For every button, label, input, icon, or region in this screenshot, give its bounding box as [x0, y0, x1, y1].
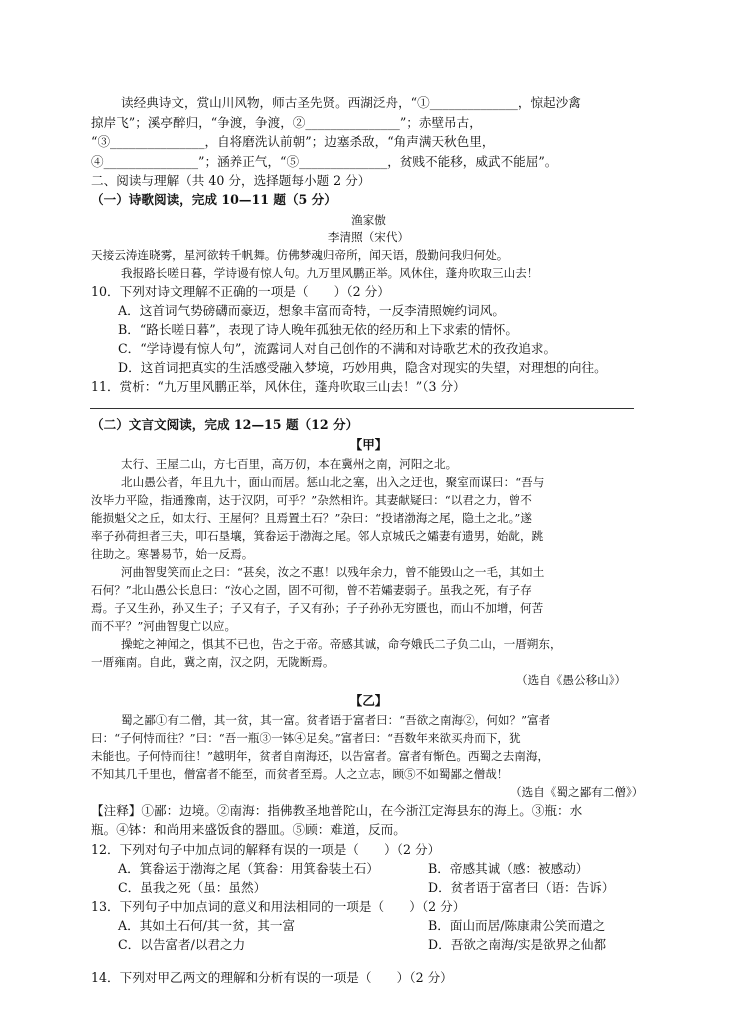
passage-a-line: 石何？”北山愚公长息曰：“汝心之固，固不可彻，曾不若孀妻弱子。虽我之死，有子存: [91, 583, 532, 597]
q12-option-c: C．虽我之死（虽：虽然）: [118, 880, 267, 895]
question-12: 12．下列对句子中加点词的解释有误的一项是（ ）（2 分）: [91, 842, 441, 857]
fill-blank-line-3: “③_______________，自将磨洗认前朝”；边塞杀敌，“角声满天秋色里，: [91, 134, 495, 149]
q13-option-c: C．以告富者/以君之力: [118, 937, 246, 952]
poem-title: 渔家傲: [351, 213, 386, 227]
q12-option-b: B．帝感其诚（感：被感动）: [428, 861, 589, 876]
notes-line-1: 【注释】①鄙：边境。②南海：指佛教圣地普陀山，在今浙江定海县东的海上。③瓶：水: [91, 803, 583, 818]
classical-section-heading: （二）文言文阅读，完成 12—15 题（12 分）: [91, 417, 359, 432]
answer-line: [90, 408, 634, 409]
section-heading: 二、阅读与理解（共 40 分，选择题每小题 2 分）: [91, 173, 371, 188]
passage-a-source: （选自《愚公移山》）: [516, 673, 627, 687]
passage-a-line: 往助之。寒暑易节，始一反焉。: [91, 547, 254, 561]
passage-a-line: 一厝雍南。自此，冀之南，汉之阴，无陇断焉。: [91, 655, 335, 669]
poem-line-2: 我报路长嗟日暮，学诗谩有惊人句。九万里风鹏正举。风休住，蓬舟吹取三山去！: [121, 266, 539, 280]
poem-line-1: 天接云涛连晓雾，星河欲转千帆舞。仿佛梦魂归帝所，闻天语，殷勤问我归何处。: [91, 248, 509, 262]
passage-b-label: 【乙】: [349, 693, 388, 708]
question-14: 14．下列对甲乙两文的理解和分析有误的一项是（ ）（2 分）: [91, 970, 453, 985]
passage-a-line: 率子孙荷担者三夫，叩石垦壤，箕畚运于渤海之尾。邻人京城氏之孀妻有遗男，始龀，跳: [91, 529, 544, 543]
notes-line-2: 瓶。④钵：和尚用来盛饭食的器皿。⑤顾：难道，反而。: [91, 822, 406, 837]
poem-section-heading: （一）诗歌阅读，完成 10—11 题（5 分）: [91, 192, 337, 207]
q12-option-a: A．箕畚运于渤海之尾（箕畚：用箕畚装土石）: [118, 861, 379, 876]
passage-b-line: 曰：“子何恃而往？”曰：“吾一瓶③一钵④足矣。”富者曰：“吾数年来欲买舟而下，犹: [91, 731, 521, 745]
passage-a-line: 焉。子又生孙，孙又生子；子又有子，子又有孙；子子孙孙无穷匮也，而山不加增，何苦: [91, 601, 544, 615]
q10-option-c: C．“学诗谩有惊人句”，流露词人对自己创作的不满和对诗歌艺术的孜孜追求。: [118, 341, 557, 356]
passage-b-line: 不知其几千里也，僧富者不能至，而贫者至焉。人之立志，顾⑤不如蜀鄙之僧哉！: [91, 767, 509, 781]
fill-blank-line-1: 读经典诗文，赏山川风物，师古圣先贤。西湖泛舟，“①______________，惊起沙禽: [121, 95, 581, 110]
fill-blank-line-2: 掠岸飞”；溪亭醉归，“争渡，争渡，②_______________”；赤壁吊古，: [91, 115, 482, 130]
passage-a-line: 河曲智叟笑而止之曰：“甚矣，汝之不惠！以残年余力，曾不能毁山之一毛，其如土: [121, 565, 545, 579]
question-10: 10．下列对诗文理解不正确的一项是（ ）（2 分）: [91, 284, 390, 299]
q13-option-d: D．吾欲之南海/实是欲界之仙都: [428, 937, 607, 952]
poem-author: 李清照（宋代）: [327, 230, 410, 244]
q13-option-b: B．面山而居/陈康肃公笑而遣之: [428, 918, 606, 933]
passage-a-line: 能损魁父之丘，如太行、王屋何？且焉置土石？”杂曰：“投诸渤海之尾，隐土之北。”遂: [91, 511, 532, 525]
passage-b-line: 蜀之鄙①有二僧，其一贫，其一富。贫者语于富者曰：“吾欲之南海②，何如？”富者: [121, 713, 551, 727]
q10-option-a: A．这首词气势磅礴而豪迈，想象丰富而奇特，一反李清照婉约词风。: [118, 303, 505, 318]
q10-option-d: D．这首词把真实的生活感受融入梦境，巧妙用典，隐含对现实的失望，对理想的向往。: [118, 360, 607, 375]
question-13: 13．下列句子中加点词的意义和用法相同的一项是（ ）（2 分）: [91, 899, 466, 914]
passage-b-line: 未能也。子何恃而往！”越明年，贫者自南海还，以告富者。富者有惭色。西蜀之去南海，: [91, 749, 550, 763]
q12-option-d: D．贫者语于富者曰（语：告诉）: [428, 880, 615, 895]
passage-b-source: （选自《蜀之鄙有二僧》）: [510, 785, 644, 799]
passage-a-line: 而不平？”河曲智叟亡以应。: [91, 619, 237, 633]
passage-a-line: 操蛇之神闻之，惧其不已也，告之于帝。帝感其诚，命夸娥氏二子负二山，一厝朔东，: [121, 637, 562, 651]
q13-option-a: A．其如土石何/其一贫，其一富: [118, 918, 296, 933]
passage-a-label: 【甲】: [349, 437, 388, 452]
passage-a-line: 北山愚公者，年且九十，面山而居。惩山北之塞，出入之迂也，聚室而谋曰：“吾与: [121, 475, 545, 489]
question-11: 11．赏析：“九万里风鹏正举，风休住，蓬舟吹取三山去！”（3 分）: [91, 379, 466, 394]
passage-a-line: 汝毕力平险，指通豫南，达于汉阴，可乎？”杂然相许。其妻献疑曰：“以君之力，曾不: [91, 493, 532, 507]
fill-blank-line-4: ④_______________”；涵养正气，“⑤______________，贫贱不能移，威武不能屈”。: [91, 154, 558, 169]
passage-a-line: 太行、王屋二山，方七百里，高万仞，本在冀州之南，河阳之北。: [121, 457, 458, 471]
q10-option-b: B．“路长嗟日暮”，表现了诗人晚年孤独无依的经历和上下求索的情怀。: [118, 322, 518, 337]
